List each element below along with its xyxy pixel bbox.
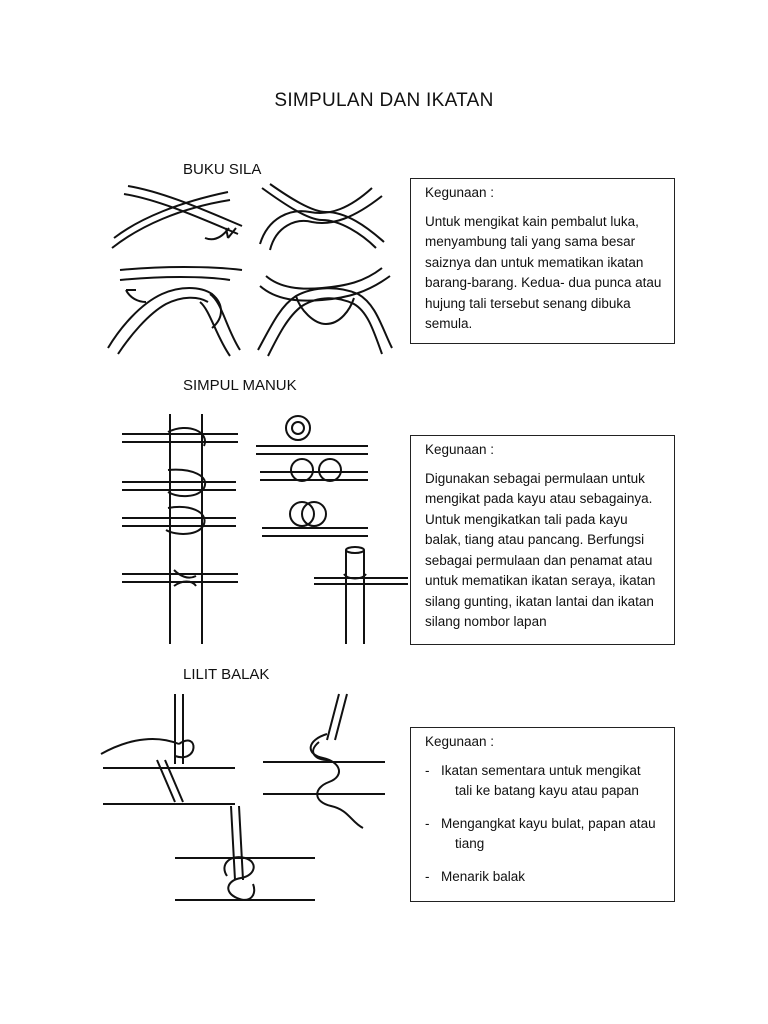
usage-list [425, 761, 662, 888]
usage-text: Digunakan sebagai permulaan untuk mengikat pada kayu atau sebagainya. Untuk mengikatkan tali pada kayu balak, tiang atau pancang. Berfungsi sebagai permulaan dan penamat atau untuk mematikan ikatan seraya, ikatan silang gunting, ikatan lantai dan ikatan silang nombor lapan [425, 470, 656, 629]
list-item [425, 814, 662, 855]
list-item-text: Ikatan sementara untuk mengikat [441, 762, 641, 778]
list-item-continuation: tali ke batang kayu atau papan [455, 783, 639, 798]
list-item-continuation: tiang [455, 836, 485, 851]
usage-label: Kegunaan : [425, 185, 495, 200]
list-dash: - [425, 868, 430, 884]
list-item [425, 867, 662, 888]
list-item-text: Menarik balak [441, 868, 526, 884]
list-dash: - [425, 762, 430, 778]
simpul-manuk-usage-box [410, 435, 675, 645]
list-item-text: Mengangkat kayu bulat, papan atau [441, 815, 656, 831]
list-dash: - [425, 815, 430, 831]
page-title: SIMPULAN DAN IKATAN [274, 90, 494, 111]
usage-label: Kegunaan : [425, 734, 495, 749]
section-heading-buku-sila: BUKU SILA [183, 161, 262, 178]
section-heading-lilit-balak: LILIT BALAK [183, 666, 270, 683]
lilit-balak-illustration [95, 690, 385, 930]
buku-sila-illustration [100, 178, 400, 358]
lilit-balak-usage-box [410, 727, 675, 902]
section-heading-simpul-manuk: SIMPUL MANUK [183, 377, 297, 394]
simpul-manuk-illustration [118, 410, 418, 646]
buku-sila-usage-box [410, 178, 675, 344]
usage-label: Kegunaan : [425, 442, 495, 457]
usage-text: Untuk mengikat kain pembalut luka, menyambung tali yang sama besar saiznya dan untuk mematikan ikatan barang-barang. Kedua- dua punca atau hujung tali tersebut senang dibuka semula. [425, 213, 662, 331]
list-item [425, 761, 662, 802]
